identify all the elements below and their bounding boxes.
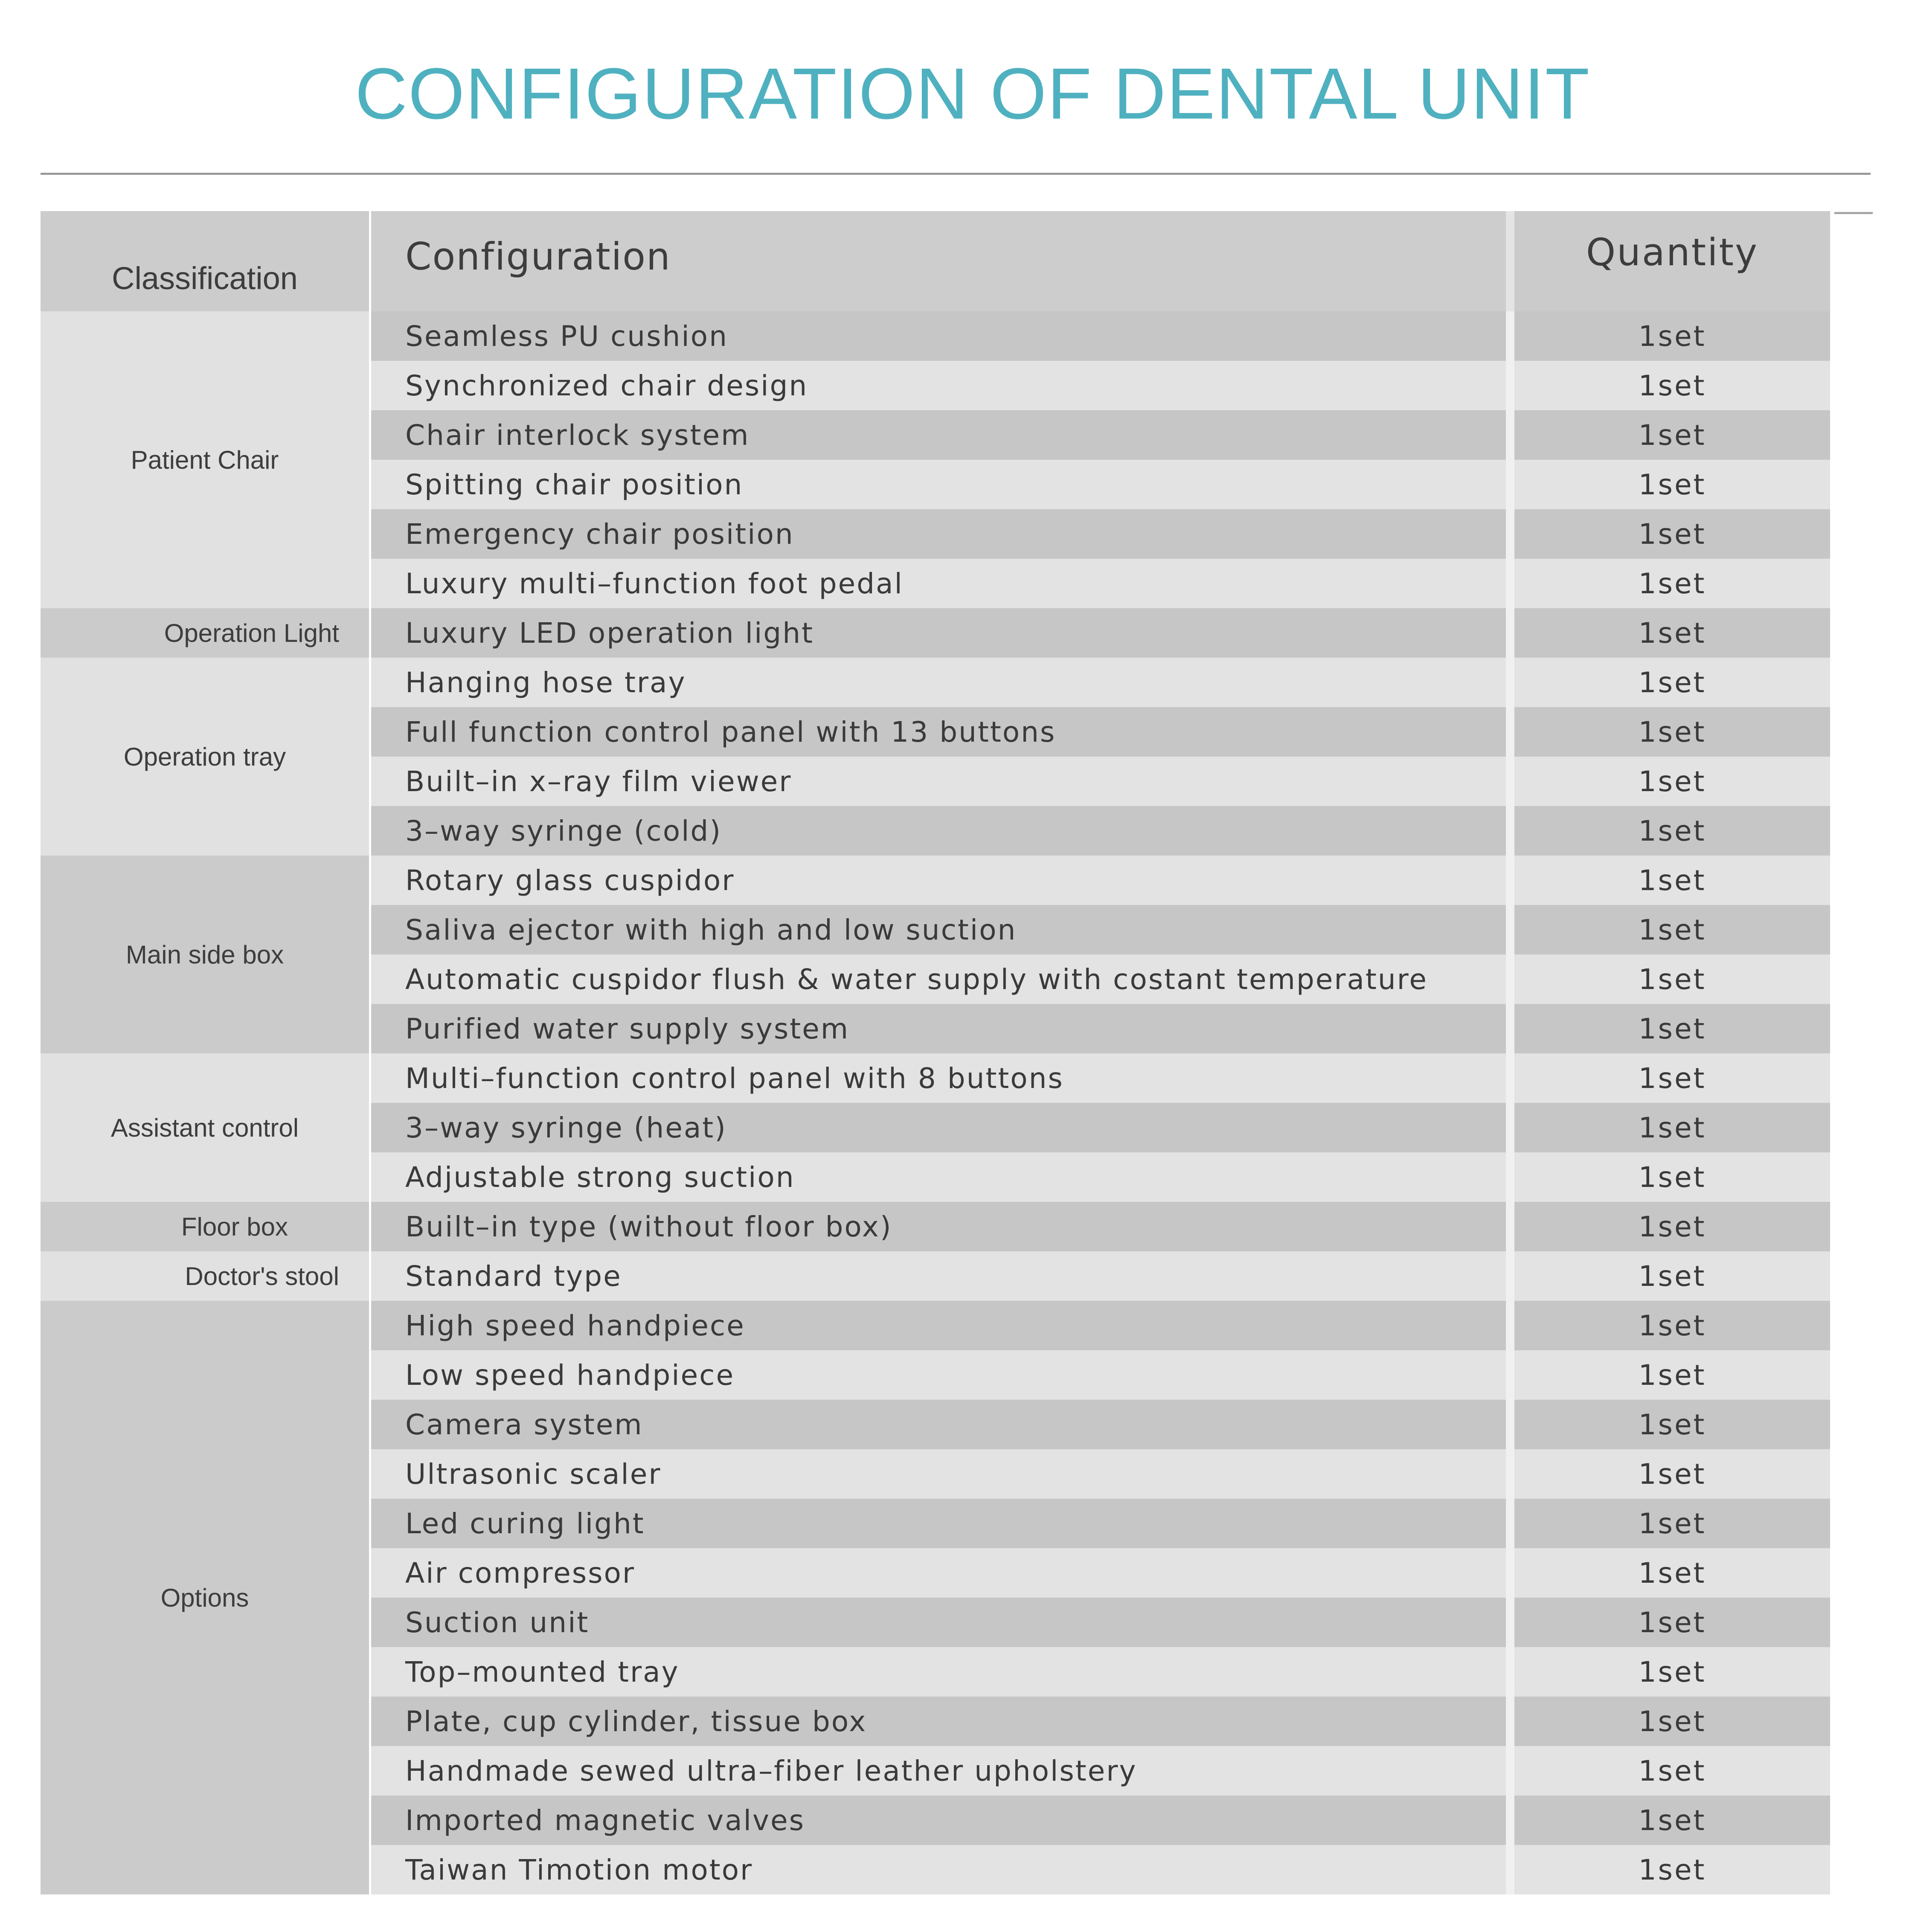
group-operation-light: Operation Light: [41, 608, 369, 658]
quantity-cell: 1set: [1514, 1796, 1830, 1845]
quantity-cell: 1set: [1514, 1251, 1830, 1301]
config-cell: Full function control panel with 13 buttons: [371, 707, 1506, 757]
table-row: [371, 806, 1830, 856]
group-doctors-stool: Doctor's stool: [41, 1251, 369, 1301]
quantity-cell: 1set: [1514, 1598, 1830, 1647]
table-row: [371, 1350, 1830, 1400]
table-row: [371, 954, 1830, 1004]
table-row: [371, 410, 1830, 460]
header-configuration: Configuration: [371, 211, 1506, 311]
group-operation-tray: Operation tray: [41, 658, 369, 856]
table-row: [371, 460, 1830, 509]
quantity-cell: 1set: [1514, 1350, 1830, 1400]
table-row: [371, 658, 1830, 707]
quantity-cell: 1set: [1514, 856, 1830, 905]
title-divider: [41, 173, 1871, 175]
quantity-cell: 1set: [1514, 1845, 1830, 1894]
quantity-cell: 1set: [1514, 1697, 1830, 1746]
quantity-cell: 1set: [1514, 1499, 1830, 1548]
table-row: [371, 1202, 1830, 1251]
quantity-cell: 1set: [1514, 806, 1830, 856]
table-row: [371, 1647, 1830, 1697]
quantity-cell: 1set: [1514, 361, 1830, 410]
config-cell: Hanging hose tray: [371, 658, 1506, 707]
quantity-cell: 1set: [1514, 1152, 1830, 1202]
quantity-cell: 1set: [1514, 1301, 1830, 1350]
table-row: [371, 1697, 1830, 1746]
quantity-cell: 1set: [1514, 1053, 1830, 1103]
table-row: [371, 1845, 1830, 1894]
config-cell: Purified water supply system: [371, 1004, 1506, 1053]
table-row: [371, 1103, 1830, 1152]
header-quantity: Quantity: [1514, 211, 1830, 311]
config-cell: High speed handpiece: [371, 1301, 1506, 1350]
table-row: [371, 1004, 1830, 1053]
config-cell: Rotary glass cuspidor: [371, 856, 1506, 905]
table-row: [371, 1796, 1830, 1845]
config-cell: Led curing light: [371, 1499, 1506, 1548]
quantity-cell: 1set: [1514, 1400, 1830, 1449]
table-row: [371, 1400, 1830, 1449]
config-cell: Automatic cuspidor flush & water supply with costant temperature: [371, 954, 1506, 1004]
quantity-cell: 1set: [1514, 1647, 1830, 1697]
group-assistant-control: Assistant control: [41, 1053, 369, 1202]
quantity-cell: 1set: [1514, 1202, 1830, 1251]
config-cell: Camera system: [371, 1400, 1506, 1449]
config-cell: Standard type: [371, 1251, 1506, 1301]
config-cell: 3–way syringe (heat): [371, 1103, 1506, 1152]
table-row: [371, 1152, 1830, 1202]
table-row: [371, 707, 1830, 757]
table-row: [371, 559, 1830, 608]
table-row: [371, 1598, 1830, 1647]
config-cell: Emergency chair position: [371, 509, 1506, 559]
table-row: [371, 1499, 1830, 1548]
config-cell: Adjustable strong suction: [371, 1152, 1506, 1202]
table-row: [371, 509, 1830, 559]
header-classification: Classification: [41, 211, 369, 311]
table-row: [371, 1053, 1830, 1103]
quantity-cell: 1set: [1514, 658, 1830, 707]
config-cell: Handmade sewed ultra–fiber leather upholstery: [371, 1746, 1506, 1796]
table-row: [371, 856, 1830, 905]
group-patient-chair: Patient Chair: [41, 311, 369, 608]
config-cell: 3–way syringe (cold): [371, 806, 1506, 856]
divider-fragment: [1834, 212, 1873, 214]
config-cell: Luxury LED operation light: [371, 608, 1506, 658]
quantity-cell: 1set: [1514, 757, 1830, 806]
config-cell: Built–in x–ray film viewer: [371, 757, 1506, 806]
config-cell: Synchronized chair design: [371, 361, 1506, 410]
config-cell: Ultrasonic scaler: [371, 1449, 1506, 1499]
group-main-side-box: Main side box: [41, 856, 369, 1053]
table-header: [41, 211, 1830, 311]
quantity-cell: 1set: [1514, 1548, 1830, 1598]
table-row: [371, 608, 1830, 658]
quantity-cell: 1set: [1514, 954, 1830, 1004]
quantity-cell: 1set: [1514, 1449, 1830, 1499]
config-cell: Low speed handpiece: [371, 1350, 1506, 1400]
quantity-cell: 1set: [1514, 608, 1830, 658]
config-cell: Chair interlock system: [371, 410, 1506, 460]
config-cell: Suction unit: [371, 1598, 1506, 1647]
quantity-cell: 1set: [1514, 905, 1830, 954]
config-cell: Imported magnetic valves: [371, 1796, 1506, 1845]
quantity-cell: 1set: [1514, 1004, 1830, 1053]
config-cell: Luxury multi–function foot pedal: [371, 559, 1506, 608]
quantity-cell: 1set: [1514, 410, 1830, 460]
header-separator: [1506, 211, 1514, 311]
table-row: [371, 361, 1830, 410]
table-row: [371, 1449, 1830, 1499]
config-cell: Plate, cup cylinder, tissue box: [371, 1697, 1506, 1746]
config-cell: Spitting chair position: [371, 460, 1506, 509]
table-row: [371, 1251, 1830, 1301]
config-cell: Built–in type (without floor box): [371, 1202, 1506, 1251]
config-cell: Seamless PU cushion: [371, 311, 1506, 361]
table-row: [371, 757, 1830, 806]
config-cell: Top–mounted tray: [371, 1647, 1506, 1697]
quantity-cell: 1set: [1514, 509, 1830, 559]
quantity-cell: 1set: [1514, 1746, 1830, 1796]
config-cell: Multi–function control panel with 8 buttons: [371, 1053, 1506, 1103]
quantity-cell: 1set: [1514, 311, 1830, 361]
table-row: [371, 311, 1830, 361]
quantity-cell: 1set: [1514, 460, 1830, 509]
group-floor-box: Floor box: [41, 1202, 369, 1251]
table-row: [371, 1301, 1830, 1350]
table-row: [371, 905, 1830, 954]
config-cell: Taiwan Timotion motor: [371, 1845, 1506, 1894]
page-title: CONFIGURATION OF DENTAL UNIT: [355, 53, 1590, 134]
config-cell: Saliva ejector with high and low suction: [371, 905, 1506, 954]
table-row: [371, 1746, 1830, 1796]
table-row: [371, 1548, 1830, 1598]
quantity-cell: 1set: [1514, 1103, 1830, 1152]
group-options: Options: [41, 1301, 369, 1894]
quantity-cell: 1set: [1514, 559, 1830, 608]
config-cell: Air compressor: [371, 1548, 1506, 1598]
quantity-cell: 1set: [1514, 707, 1830, 757]
